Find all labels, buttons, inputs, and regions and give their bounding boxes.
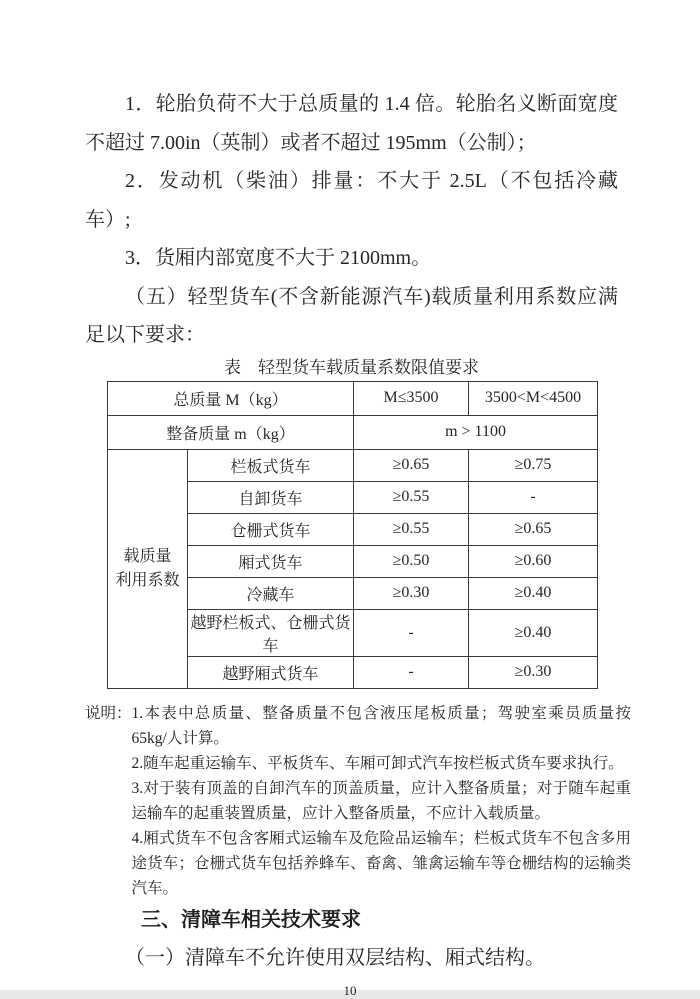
- page-number: 10: [343, 983, 357, 998]
- load-coefficient-table: [107, 381, 598, 689]
- note-item-3: 3.对于装有顶盖的自卸汽车的顶盖质量，应计入整备质量；对于随车起重运输车的起重装置质量，应计入整备质量，不应计入载质量。: [131, 779, 631, 822]
- note-item-2: 2.随车起重运输车、平板货车、车厢可卸式汽车按栏板式货车要求执行。: [131, 754, 624, 772]
- cell-value: ≥0.65: [469, 513, 598, 545]
- table-row: [108, 449, 598, 481]
- para-wrecker-structure: （一）清障车不允许使用双层结构、厢式结构。: [125, 946, 545, 969]
- para-engine-displacement: 2．发动机（柴油）排量：不大于 2.5L（不包括冷藏车）;: [85, 170, 618, 231]
- cell-value: ≥0.55: [354, 481, 469, 513]
- cell-vehicle-type: 冷藏车: [188, 577, 354, 609]
- cell-value: ≥0.50: [354, 545, 469, 577]
- note-item-1: 1.本表中总质量、整备质量不包含液压尾板质量；驾驶室乘员质量按 65kg/人计算。: [131, 704, 631, 747]
- para-clause-five: （五）轻型货车(不含新能源汽车)载质量利用系数应满足以下要求：: [85, 285, 618, 346]
- category-label-line1: 载质量: [123, 547, 172, 565]
- cell-category-load-utilization: [108, 449, 188, 688]
- cell-total-mass-label: 总质量 M（kg）: [108, 381, 354, 415]
- cell-value: -: [469, 481, 598, 513]
- cell-value: ≥0.30: [354, 577, 469, 609]
- cell-mass-3500-4500: 3500<M<4500: [469, 381, 598, 415]
- cell-value: ≥0.30: [469, 656, 598, 688]
- cell-value: -: [354, 609, 469, 656]
- cell-curb-mass-value: m > 1100: [354, 415, 598, 449]
- notes-label: 说明：: [85, 704, 132, 722]
- notes-block: [85, 701, 631, 901]
- para-cargo-width: 3．货厢内部宽度不大于 2100mm。: [125, 247, 432, 269]
- category-label-line2: 利用系数: [115, 571, 180, 589]
- cell-vehicle-type: 栏板式货车: [188, 449, 354, 481]
- table-header-row-total-mass: [108, 381, 598, 415]
- section-heading-wrecker: 三、清障车相关技术要求: [141, 908, 361, 931]
- cell-value: ≥0.55: [354, 513, 469, 545]
- cell-vehicle-type: 越野栏板式、仓栅式货车: [188, 609, 354, 656]
- cell-value: -: [354, 656, 469, 688]
- cell-vehicle-type: 越野厢式货车: [188, 656, 354, 688]
- cell-curb-mass-label: 整备质量 m（kg）: [108, 415, 354, 449]
- cell-value: ≥0.60: [469, 545, 598, 577]
- cell-value: ≥0.75: [469, 449, 598, 481]
- table-caption: 表 轻型货车载质量系数限值要求: [224, 357, 479, 377]
- note-item-4: 4.厢式货车不包含客厢式运输车及危险品运输车；栏板式货车不包含多用途货车；仓栅式货车包括养蜂车、畜禽、雏禽运输车等仓栅结构的运输类汽车。: [131, 829, 631, 897]
- cell-vehicle-type: 自卸货车: [188, 481, 354, 513]
- cell-value: ≥0.40: [469, 577, 598, 609]
- cell-mass-le-3500: M≤3500: [354, 381, 469, 415]
- cell-value: ≥0.65: [354, 449, 469, 481]
- cell-vehicle-type: 厢式货车: [188, 545, 354, 577]
- para-tire-load: 1．轮胎负荷不大于总质量的 1.4 倍。轮胎名义断面宽度不超过 7.00in（英制）或者不超过 195mm（公制）；: [85, 93, 618, 154]
- cell-vehicle-type: 仓栅式货车: [188, 513, 354, 545]
- notes-items: [132, 701, 631, 901]
- cell-value: ≥0.40: [469, 609, 598, 656]
- table-header-row-curb-mass: [108, 415, 598, 449]
